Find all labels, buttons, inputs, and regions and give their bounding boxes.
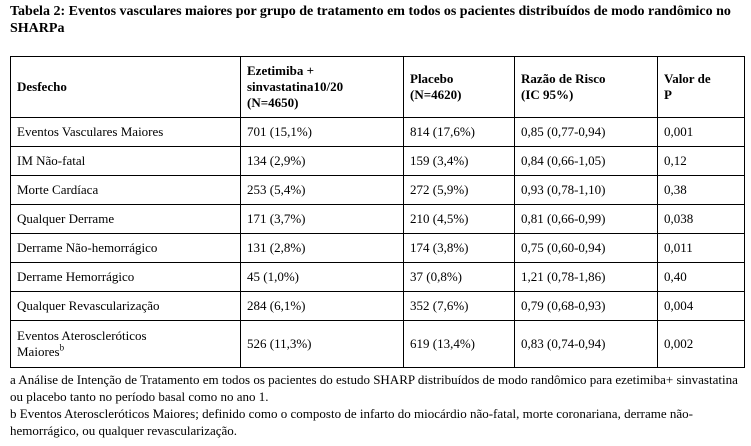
cell-razao-de-risco: 0,93 (0,78-1,10) — [515, 176, 658, 205]
desfecho-line: Maiores$^b$ — [17, 342, 65, 359]
cell-desfecho: Qualquer Derrame — [11, 205, 241, 234]
cell-placebo: 174 (3,8%) — [404, 234, 515, 263]
cell-valor-de-p: 0,40 — [658, 263, 745, 292]
cell-ezetimiba: 171 (3,7%) — [241, 205, 404, 234]
footnotes — [10, 371, 745, 439]
cell-placebo: 37 (0,8%) — [404, 263, 515, 292]
cell-valor-de-p: 0,38 — [658, 176, 745, 205]
cell-razao-de-risco: 0,79 (0,68-0,93) — [515, 292, 658, 321]
header-ezetimiba: Ezetimiba + sinvastatina10/20 (N=4650) — [241, 57, 404, 118]
cell-ezetimiba: 701 (15,1%) — [241, 118, 404, 147]
table-row — [11, 292, 745, 321]
cell-desfecho: Qualquer Revascularização — [11, 292, 241, 321]
cell-valor-de-p: 0,002 — [658, 321, 745, 368]
cell-razao-de-risco: 0,84 (0,66-1,05) — [515, 147, 658, 176]
table-row — [11, 118, 745, 147]
cell-desfecho: IM Não-fatal — [11, 147, 241, 176]
desfecho-line: Eventos Ateroscleróticos — [17, 328, 147, 343]
cell-valor-de-p: 0,038 — [658, 205, 745, 234]
table-row — [11, 205, 745, 234]
cell-razao-de-risco: 0,81 (0,66-0,99) — [515, 205, 658, 234]
footnote-a: a Análise de Intenção de Tratamento em todos os pacientes do estudo SHARP distribuídos de modo randômico para ezetimiba+ sinvastatina ou placebo tanto no período basal como no ano 1. — [10, 372, 738, 404]
cell-ezetimiba: 134 (2,9%) — [241, 147, 404, 176]
header-desfecho: Desfecho — [11, 57, 241, 118]
cell-razao-de-risco: 1,21 (0,78-1,86) — [515, 263, 658, 292]
cell-desfecho — [11, 321, 241, 368]
table-row — [11, 321, 745, 368]
table-row — [11, 176, 745, 205]
header-valor-de-p: Valor de P — [658, 57, 745, 118]
footnote-marker: b — [59, 342, 65, 353]
cell-razao-de-risco: 0,85 (0,77-0,94) — [515, 118, 658, 147]
cell-ezetimiba: 45 (1,0%) — [241, 263, 404, 292]
cell-valor-de-p: 0,12 — [658, 147, 745, 176]
cell-desfecho: Derrame Não-hemorrágico — [11, 234, 241, 263]
footnote-b: b Eventos Ateroscleróticos Maiores; definido como o composto de infarto do miocárdio não-fatal, morte coronariana, derrame não- hemorrágico, ou qualquer revascularização. — [10, 406, 693, 438]
header-row — [11, 57, 745, 118]
cell-ezetimiba: 131 (2,8%) — [241, 234, 404, 263]
cell-placebo: 619 (13,4%) — [404, 321, 515, 368]
cell-placebo: 210 (4,5%) — [404, 205, 515, 234]
cell-placebo: 814 (17,6%) — [404, 118, 515, 147]
cell-razao-de-risco: 0,83 (0,74-0,94) — [515, 321, 658, 368]
table-caption: Tabela 2: Eventos vasculares maiores por grupo de tratamento em todos os pacientes distribuídos de modo randômico no SHARPa — [10, 4, 731, 36]
table-row — [11, 234, 745, 263]
cell-placebo: 159 (3,4%) — [404, 147, 515, 176]
table-row — [11, 263, 745, 292]
cell-valor-de-p: 0,001 — [658, 118, 745, 147]
cell-ezetimiba: 253 (5,4%) — [241, 176, 404, 205]
cell-valor-de-p: 0,004 — [658, 292, 745, 321]
cell-razao-de-risco: 0,75 (0,60-0,94) — [515, 234, 658, 263]
cell-placebo: 272 (5,9%) — [404, 176, 515, 205]
table-row — [11, 147, 745, 176]
vascular-events-table — [10, 56, 745, 368]
cell-desfecho: Eventos Vasculares Maiores — [11, 118, 241, 147]
cell-ezetimiba: 526 (11,3%) — [241, 321, 404, 368]
cell-desfecho: Morte Cardíaca — [11, 176, 241, 205]
cell-valor-de-p: 0,011 — [658, 234, 745, 263]
header-razao-de-risco: Razão de Risco (IC 95%) — [515, 57, 658, 118]
cell-placebo: 352 (7,6%) — [404, 292, 515, 321]
cell-desfecho: Derrame Hemorrágico — [11, 263, 241, 292]
header-placebo: Placebo (N=4620) — [404, 57, 515, 118]
cell-ezetimiba: 284 (6,1%) — [241, 292, 404, 321]
